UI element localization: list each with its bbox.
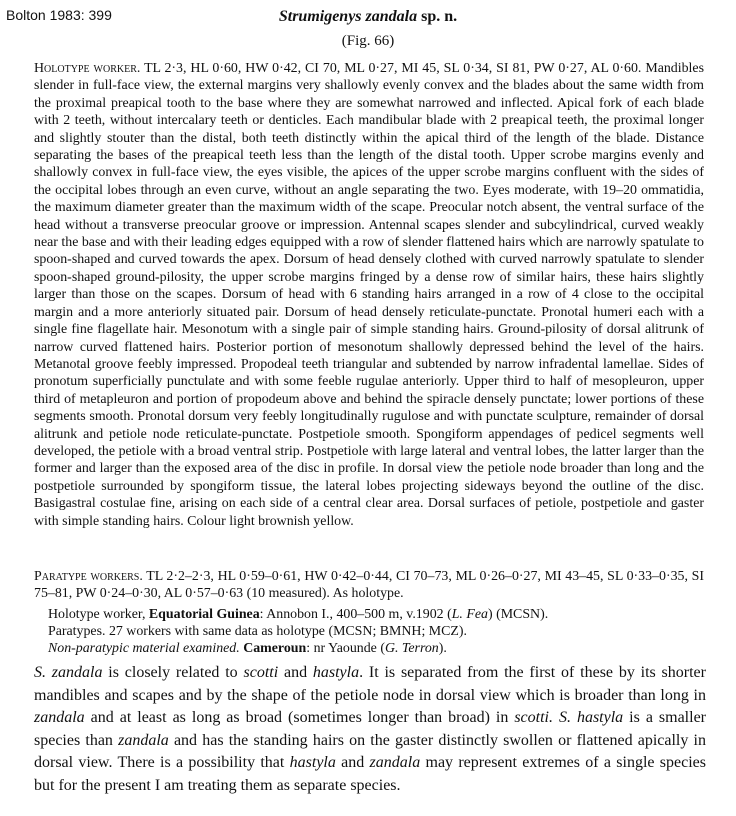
holotype-section <box>34 60 704 530</box>
nonparatypic-label: Non-paratypic material examined. <box>48 641 240 656</box>
citation-reference: Bolton 1983: 399 <box>6 7 112 23</box>
discussion-text: and <box>278 664 313 681</box>
species-name: Strumigenys zandala <box>278 8 418 25</box>
nonparatypic-collector: G. Terron <box>384 641 439 656</box>
paratype-label: Paratype workers. <box>34 569 143 584</box>
taxon-name: hastyla <box>312 664 360 681</box>
holotype-label: Holotype worker. <box>34 61 141 76</box>
paratype-material: Paratypes. 27 workers with same data as holotype (MCSN; BMNH; MCZ). <box>48 624 467 639</box>
discussion-text: and has the standing hairs on the gaster distinctly swollen or flattened apically in dorsal view. There is a possibility that <box>34 731 706 772</box>
taxon-name: scotti <box>243 664 279 681</box>
discussion-text: and <box>335 754 370 772</box>
taxon-name: zandala <box>369 754 421 772</box>
holotype-country: Equatorial Guinea <box>148 607 260 622</box>
holotype-description: Mandibles slender in full-face view, the external margins very shallowly evenly convex and the blades about the same width from the proximal preapical tooth to the base where they are somewhat narrowed and inflected. Apical fork of each blade with 2 teeth, without intercalary teeth or denticles. Each mandibular blade with 2 preapical teeth, the proximal longer and slightly stouter than the distal, both teeth distinctly within the apical third of the length of the blade. Distance separating the bases of the preapical teeth less than the length of the distal tooth. Upper scrobe margins evenly and shallowly convex in full-face view, the eyes visible, the apices of the upper scrobe margins confluent with the sides of the occipital lobes through an even curve, without an angle separating the two. Eyes moderate, with 19–20 ommatidia, the maximum diameter greater than the maximum width of the scape. Preocular notch absent, the ventral surface of the head without a transverse preocular groove or impression. Antennal scapes slender and subcylindrical, curved weakly near the base and with their leading edges equipped with a row of slender flattened hairs which are narrowly spatulate to spoon-shaped and curved towards the apex. Dorsum of head densely clothed with curved narrowly spatulate to slender spoon-shaped ground-pilosity, the upper scrobe margins fringed by a dense row of similar hairs, these hairs slightly larger than those on the scapes. Dorsum of head with 6 standing hairs arranged in a row of 4 close to the occipital margin and a more anteriorly situated pair. Dorsum of head densely reticulate-punctate. Pronotal humeri each with a single fine flagellate hair. Mesonotum with a single pair of simple standing hairs. Ground-pilosity of dorsal alitrunk of narrow curved flattened hairs. Posterior portion of mesonotum shallowly depressed behind the level of the hairs. Metanotal groove feebly impressed. Propodeal teeth triangular and subtended by narrow infradental lamellae. Sides of pronotum superficially punctulate and with some feeble rugulae anteriorly. Upper third to half of mesopleuron, upper third of metapleuron and portion of propodeum above and behind the spiracle densely punctate; lower portions of these segments smooth. Pronotal dorsum very feebly longitudinally rugulose and with punctate sculpture, remainder of dorsal alitrunk and petiole node reticulate-punctate. Postpetiole smooth. Spongiform appendages of pedicel segments well developed, the petiole with a broad ventral strip. Postpetiole with large lateral and ventral lobes, the latter larger than the former and larger than the exposed area of the disc in profile. In dorsal view the petiole node broader than long and the postpetiole surrounded by spongiform tissue, the lateral lobes projecting sideways beyond the outline of the disc. Basigastral costulae fine, arising on each side of a central clear area. Dorsal surfaces of petiole, postpetiole and gaster with simple standing hairs. Colour light brownish yellow. <box>34 61 704 529</box>
nonparatypic-post: ). <box>438 641 447 656</box>
species-status: sp. n. <box>417 8 458 25</box>
holotype-measurements: TL 2·3, HL 0·60, HW 0·42, CI 70, ML 0·27, MI 45, SL 0·34, SI 81, PW 0·27, AL 0·60. <box>140 61 642 76</box>
holotype-depository: ) (MCSN). <box>487 607 549 622</box>
paratype-text: TL 2·2–2·3, HL 0·59–0·61, HW 0·42–0·44, CI 70–73, ML 0·26–0·27, MI 43–45, SL 0·33–0·35, SI 75–81, PW 0·24–0·30, AL 0·57–0·63 (10 measured). As holotype. <box>34 569 704 602</box>
discussion-text: is a smaller species than <box>34 709 707 749</box>
figure-reference: (Fig. 66) <box>341 33 395 49</box>
taxon-name: scotti. S. hastyla <box>514 709 624 727</box>
holotype-locality: : Annobon I., 400–500 m, v.1902 ( <box>259 607 452 622</box>
taxon-name: zandala <box>34 709 85 727</box>
nonparatypic-country: Cameroun <box>239 641 307 656</box>
holotype-material <box>48 606 708 623</box>
discussion-paragraph <box>34 662 706 798</box>
taxon-name: hastyla <box>289 754 336 772</box>
species-title <box>0 8 736 26</box>
paratype-section <box>34 568 704 603</box>
holotype-material-pre: Holotype worker, <box>48 607 149 622</box>
taxon-name: zandala <box>118 731 169 749</box>
discussion-text: and at least as long as broad (sometimes longer than broad) in <box>84 709 515 727</box>
discussion-text: . It is separated from the first of these by its shorter mandibles and scapes and by the shape of the petiole node in dorsal view which is broader than long in <box>34 664 706 704</box>
nonparatypic-locality: : nr Yaounde ( <box>306 641 385 656</box>
taxon-name: S. zandala <box>34 664 103 681</box>
nonparatypic-material <box>48 640 708 657</box>
holotype-collector: L. Fea <box>451 607 488 622</box>
discussion-text: is closely related to <box>102 664 244 681</box>
discussion-text: may represent extremes of a single species but for the present I am treating them as separate species. <box>34 754 707 794</box>
